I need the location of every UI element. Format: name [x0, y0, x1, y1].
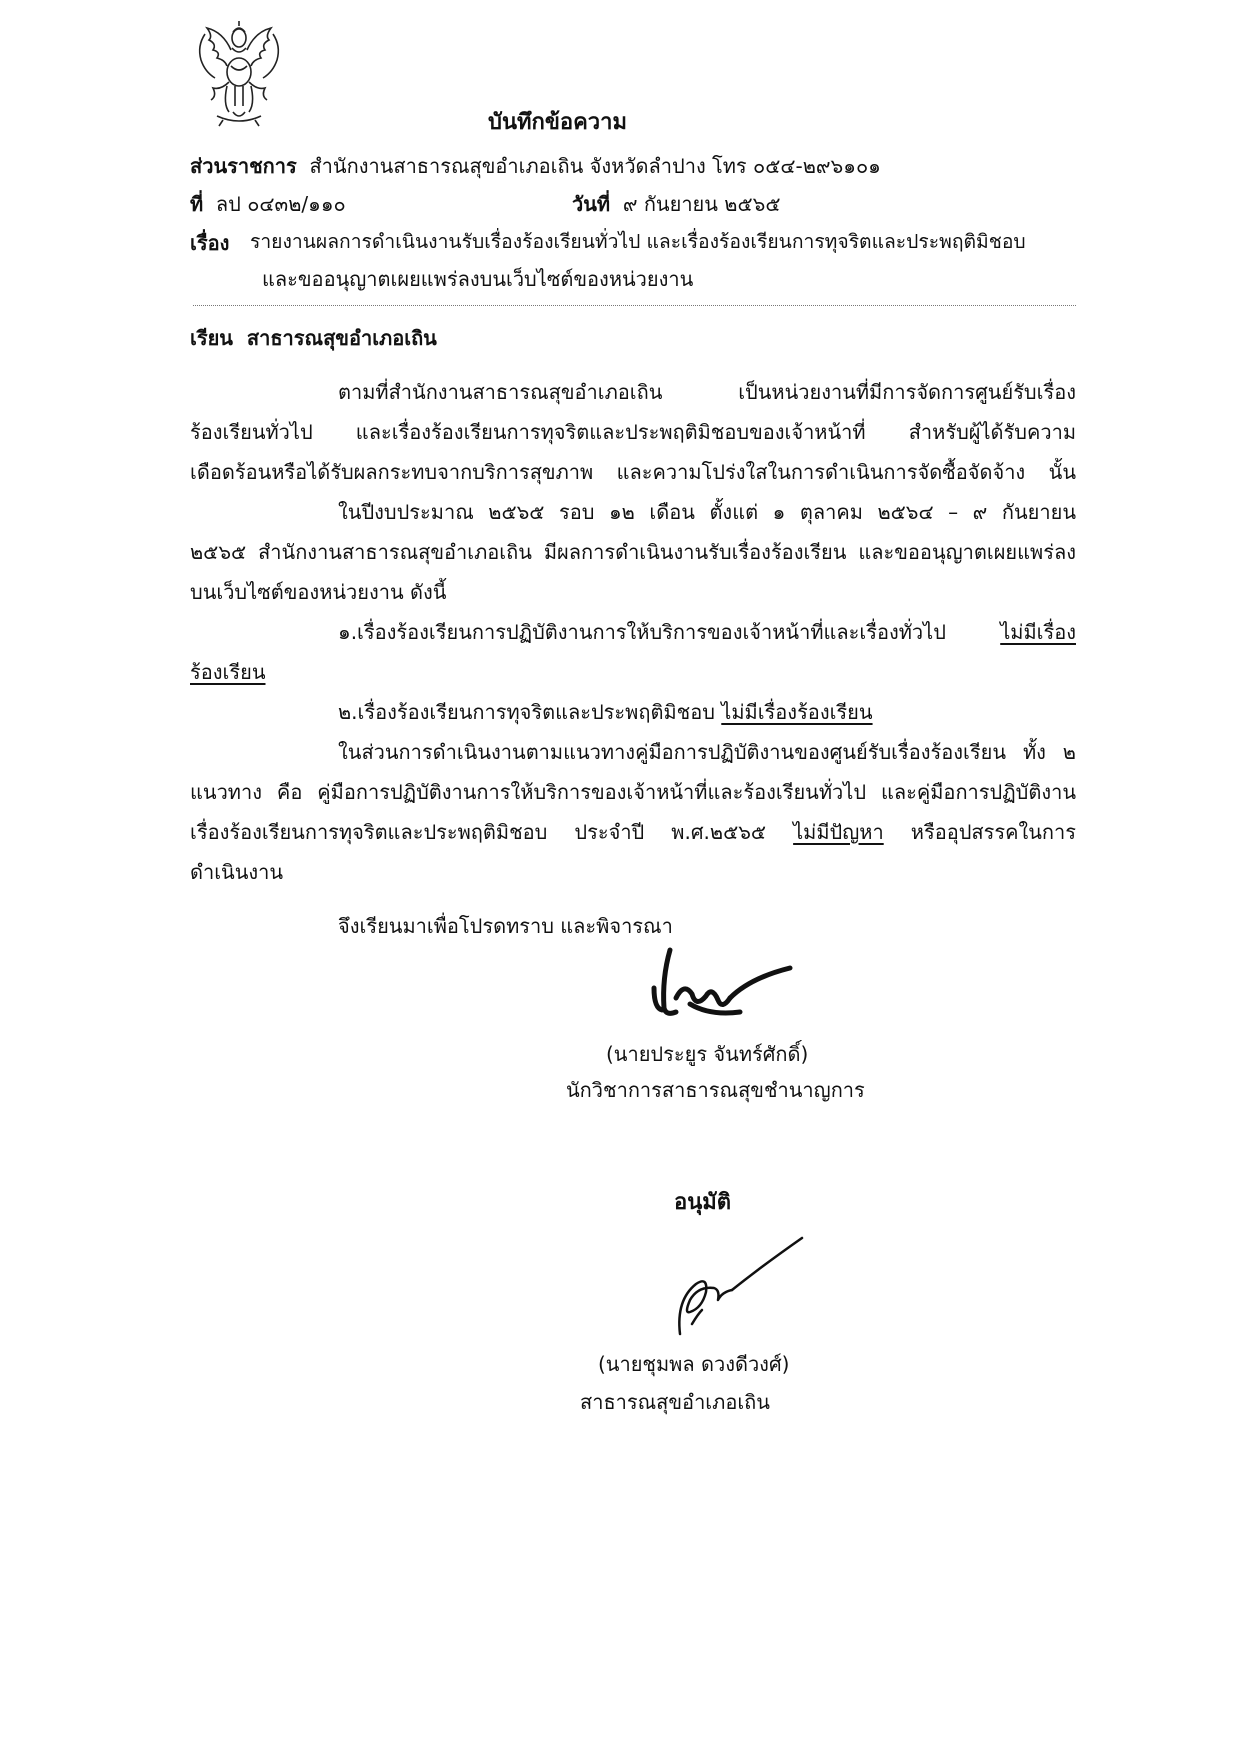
subject-line-2: และขออนุญาตเผยแพร่ลงบนเว็บไซต์ของหน่วยงาน [262, 267, 694, 291]
paragraph-3-line-3 [190, 816, 1076, 848]
approver-position: สาธารณสุขอำเภอเถิน [580, 1390, 770, 1414]
signature-1-icon [640, 938, 800, 1028]
department-value: สำนักงานสาธารณสุขอำเภอเถิน จังหวัดลำปาง [309, 154, 706, 178]
item-2-result: ไม่มีเรื่องร้องเรียน [721, 700, 873, 724]
date-value: ๙ กันยายน ๒๕๖๕ [622, 192, 781, 216]
paragraph-3-line-1: ในส่วนการดำเนินงานตามแนวทางคู่มือการปฏิบัติงานของศูนย์รับเรื่องร้องเรียน ทั้ง ๒ [338, 740, 1076, 764]
department-line [190, 150, 706, 182]
reference-line [190, 188, 346, 220]
date-line [572, 188, 780, 220]
header-divider [193, 305, 1076, 306]
item-1-result-a: ไม่มีเรื่อง [1000, 620, 1076, 644]
paragraph-1-line-1: ตามที่สำนักงานสาธารณสุขอำเภอเถิน เป็นหน่วยงานที่มีการจัดการศูนย์รับเรื่อง [338, 380, 1076, 404]
paragraph-2-line-1: ในปีงบประมาณ ๒๕๖๕ รอบ ๑๒ เดือน ตั้งแต่ ๑ ตุลาคม ๒๕๖๔ – ๙ กันยายน [338, 500, 1076, 524]
paragraph-3-no-problem: ไม่มีปัญหา [793, 820, 884, 844]
reference-value: ลป ๐๔๓๒/๑๑๐ [215, 192, 346, 216]
salutation-recipient: สาธารณสุขอำเภอเถิน [246, 326, 437, 350]
paragraph-1-line-2: ร้องเรียนทั่วไป และเรื่องร้องเรียนการทุจริตและประพฤติมิชอบของเจ้าหน้าที่ สำหรับผู้ได้รับความ [190, 420, 1076, 444]
memo-title: บันทึกข้อความ [488, 110, 628, 135]
paragraph-2-line-3: บนเว็บไซต์ของหน่วยงาน ดังนี้ [190, 580, 447, 604]
subject-label: เรื่อง [190, 231, 230, 255]
approver-name: (นายชุมพล ดวงดีวงศ์) [598, 1352, 790, 1376]
salutation [190, 322, 437, 354]
item-2-line [338, 696, 873, 728]
item-1-line-1 [338, 616, 1076, 648]
closing-line: จึงเรียนมาเพื่อโปรดทราบ และพิจารณา [338, 914, 673, 938]
paragraph-3-text-a: เรื่องร้องเรียนการทุจริตและประพฤติมิชอบ ประจำปี พ.ศ.๒๕๖๕ [190, 820, 767, 844]
paragraph-3-line-2: แนวทาง คือ คู่มือการปฏิบัติงานการให้บริการของเจ้าหน้าที่และร้องเรียนทั่วไป และคู่มือการปฏิบัติงาน [190, 780, 1076, 804]
item-1-result-b: ร้องเรียน [190, 660, 266, 684]
subject-line-1: รายงานผลการดำเนินงานรับเรื่องร้องเรียนทั่วไป และเรื่องร้องเรียนการทุจริตและประพฤติมิชอบ [250, 230, 1026, 253]
paragraph-1-line-3: เดือดร้อนหรือได้รับผลกระทบจากบริการสุขภาพ และความโปร่งใสในการดำเนินการจัดซื้อจัดจ้าง นั้น [190, 460, 1076, 484]
paragraph-2-line-2: ๒๕๖๕ สำนักงานสาธารณสุขอำเภอเถิน มีผลการดำเนินงานรับเรื่องร้องเรียน และขออนุญาตเผยแพร่ลง [190, 540, 1076, 564]
phone: โทร ๐๕๔-๒๙๖๑๐๑ [712, 154, 881, 178]
garuda-emblem-icon [193, 20, 285, 128]
paragraph-3-text-c: หรืออุปสรรคในการ [910, 820, 1076, 844]
salutation-label: เรียน [190, 326, 233, 350]
reference-label: ที่ [190, 192, 204, 216]
department-label: ส่วนราชการ [190, 154, 297, 178]
signature-2-icon [662, 1230, 812, 1340]
approval-label: อนุมัติ [674, 1190, 732, 1215]
item-2-text: ๒.เรื่องร้องเรียนการทุจริตและประพฤติมิชอบ [338, 700, 715, 724]
date-label: วันที่ [572, 192, 611, 216]
item-1-text: ๑.เรื่องร้องเรียนการปฏิบัติงานการให้บริการของเจ้าหน้าที่และเรื่องทั่วไป [338, 620, 946, 644]
signer-1-name: (นายประยูร จันทร์ศักดิ์) [606, 1042, 809, 1066]
paragraph-3-line-4: ดำเนินงาน [190, 860, 284, 884]
signer-1-position: นักวิชาการสาธารณสุขชำนาญการ [566, 1078, 865, 1102]
